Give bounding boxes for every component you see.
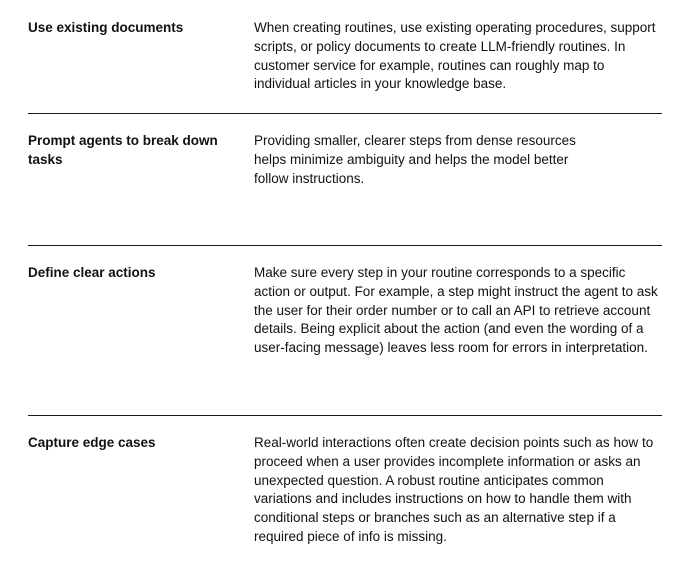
row-title: Capture edge cases — [28, 435, 156, 450]
row-spacer — [28, 246, 662, 264]
row-description: Make sure every step in your routine corresponds to a specific action or output. For example, a step might instruct the agent to ask the user for their order number or to call an API to retrieve account details. Being explicit about the action (and even the wording of a user-facing message) leaves less room for errors in interpretation. — [254, 265, 658, 356]
guideline-row-define-clear-actions — [28, 264, 662, 415]
row-title: Use existing documents — [28, 20, 184, 35]
row-title: Prompt agents to break down tasks — [28, 133, 218, 167]
row-description: When creating routines, use existing operating procedures, support scripts, or policy documents to create LLM-friendly routines. In customer service for example, routines can roughly map to individual articles in your knowledge base. — [254, 20, 656, 92]
row-spacer — [28, 114, 662, 132]
row-spacer — [28, 416, 662, 434]
guideline-row-use-existing-documents — [28, 19, 662, 113]
guideline-row-prompt-agents — [28, 132, 662, 245]
row-title: Define clear actions — [28, 265, 156, 280]
guideline-row-capture-edge-cases — [28, 434, 662, 564]
row-description: Real-world interactions often create decision points such as how to proceed when a user provides incomplete information or asks an unexpected question. A robust routine anticipates common variations and includes instructions on how to handle them with conditional steps or branches such as an alternative step if a required piece of info is missing. — [254, 435, 654, 544]
row-description: Providing smaller, clearer steps from dense resources helps minimize ambiguity and helps the model better follow instructions. — [254, 133, 576, 186]
guidelines-table — [28, 19, 662, 564]
